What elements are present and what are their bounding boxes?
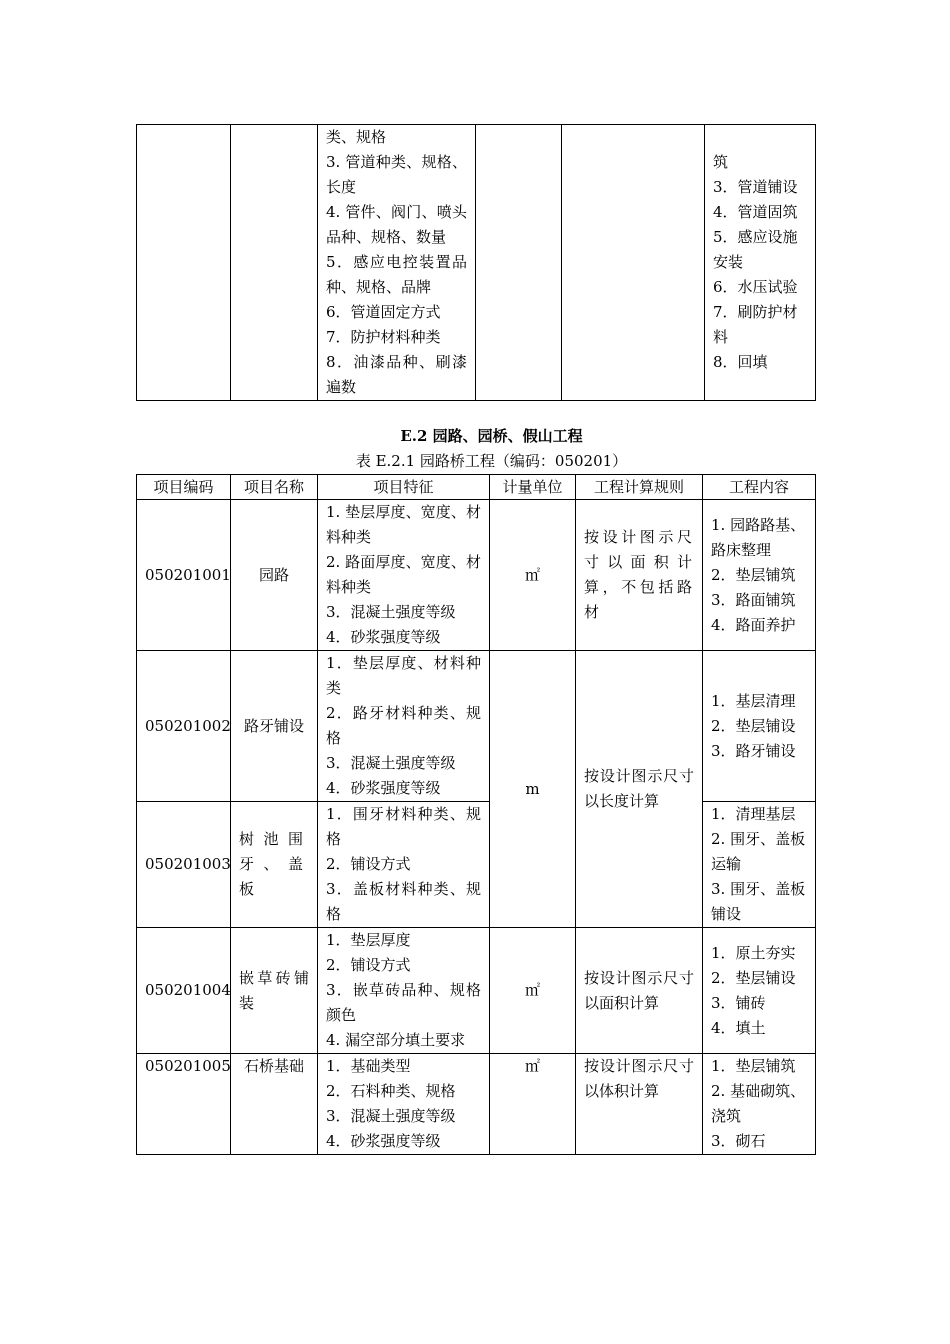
feature-line: 3．混凝土强度等级 (326, 603, 456, 621)
header-row (137, 475, 816, 500)
content-line: 3．管道铺设 (713, 178, 798, 196)
content-line: 1. 园路路基、路床整理 (711, 515, 806, 559)
merged-unit-cell: m (490, 651, 576, 928)
feature-line: 2．铺设方式 (326, 956, 411, 974)
feature-line: 3．嵌草砖品种、规格颜色 (326, 981, 481, 1024)
table-caption: 表 E.2.1 园路桥工程（编码：050201） (355, 452, 628, 470)
name-cell: 路牙铺设 (231, 651, 318, 802)
features-cell (318, 802, 490, 928)
unit-cell (476, 125, 562, 401)
feature-line: 1．围牙材料种类、规格 (326, 805, 481, 848)
name-cell: 嵌草砖铺装 (231, 928, 318, 1054)
rule-cell: 按设计图示尺寸以面积计算 (576, 928, 703, 1054)
content-line: 2．垫层铺设 (711, 968, 796, 987)
code-cell: 050201003 (137, 802, 231, 928)
content-line: 4．路面养护 (711, 615, 796, 634)
unit-cell: ㎡ (490, 500, 576, 651)
code-cell: 050201005 (137, 1054, 231, 1155)
features-cell (318, 651, 490, 802)
continuation-table (136, 124, 816, 401)
features-cell (318, 1054, 490, 1155)
content-line: 2．垫层铺筑 (711, 565, 796, 584)
feature-line: 2．路牙材料种类、规格 (326, 704, 481, 747)
feature-line: 1．基础类型 (326, 1057, 411, 1075)
feature-line: 类、规格 (326, 128, 387, 146)
table-row (137, 125, 816, 401)
content-line: 4．管道固筑 (713, 203, 798, 221)
content-line: 3．路牙铺设 (711, 741, 796, 760)
content-line: 4．填土 (711, 1018, 766, 1037)
features-cell (318, 500, 490, 651)
content-cell (703, 500, 816, 651)
content-line: 1．垫层铺筑 (711, 1057, 796, 1075)
feature-line: 2．石料种类、规格 (326, 1082, 456, 1100)
garden-road-bridge-table (136, 474, 816, 1155)
feature-line: 4．砂浆强度等级 (326, 628, 441, 646)
feature-line: 1．垫层厚度、材料种类 (326, 654, 481, 697)
section-title: E.2 园路、园桥、假山工程 (400, 427, 583, 445)
content-line: 3．路面铺筑 (711, 590, 796, 609)
feature-line: 3．盖板材料种类、规格 (326, 880, 481, 923)
header-code: 项目编码 (137, 475, 231, 500)
table-row (137, 928, 816, 1054)
content-cell (703, 928, 816, 1054)
content-cell (703, 1054, 816, 1155)
feature-line: 3．混凝土强度等级 (326, 1107, 456, 1125)
content-line: 2. 基础砌筑、浇筑 (711, 1082, 806, 1125)
feature-line: 4．砂浆强度等级 (326, 779, 441, 797)
content-cell (703, 651, 816, 802)
feature-line: 2. 路面厚度、宽度、材料种类 (326, 553, 481, 596)
feature-line: 4. 管件、阀门、喷头品种、规格、数量 (326, 203, 467, 246)
content-line: 6．水压试验 (713, 278, 798, 296)
header-rule: 工程计算规则 (576, 475, 703, 500)
content-cell (703, 802, 816, 928)
feature-line: 6．管道固定方式 (326, 303, 441, 321)
code-cell: 050201002 (137, 651, 231, 802)
code-cell: 050201004 (137, 928, 231, 1054)
header-content: 工程内容 (703, 475, 816, 500)
content-line: 1．清理基层 (711, 805, 796, 823)
content-line: 5．感应设施安装 (713, 228, 798, 271)
content-line: 筑 (713, 153, 729, 171)
feature-line: 3. 管道种类、规格、长度 (326, 153, 467, 196)
content-line: 3．铺砖 (711, 993, 766, 1012)
feature-line: 7．防护材料种类 (326, 328, 441, 346)
content-line: 1．原土夯实 (711, 943, 796, 962)
feature-line: 1. 垫层厚度、宽度、材料种类 (326, 503, 481, 546)
content-line: 7．刷防护材料 (713, 303, 798, 346)
content-line: 3. 围牙、盖板铺设 (711, 880, 806, 923)
feature-line: 5．感应电控装置品种、规格、品牌 (326, 253, 467, 296)
table-row (137, 1054, 816, 1155)
feature-line: 1．垫层厚度 (326, 931, 411, 949)
name-cell: 树池围牙、盖板 (231, 802, 318, 928)
content-cell (705, 125, 816, 401)
feature-line: 2．铺设方式 (326, 855, 411, 873)
merged-rule-cell: 按设计图示尺寸以长度计算 (576, 651, 703, 928)
header-name: 项目名称 (231, 475, 318, 500)
content-line: 3．砌石 (711, 1132, 766, 1150)
table-row (137, 651, 816, 802)
header-features: 项目特征 (318, 475, 490, 500)
rule-cell: 按设计图示尺寸以体积计算 (576, 1054, 703, 1155)
features-cell (318, 125, 476, 401)
table-row (137, 802, 816, 928)
feature-line: 4．砂浆强度等级 (326, 1132, 441, 1150)
code-cell (137, 125, 231, 401)
name-cell: 园路 (231, 500, 318, 651)
rule-cell (562, 125, 705, 401)
rule-cell: 按设计图示尺寸以面积计算，不包括路材 (576, 500, 703, 651)
feature-line: 8．油漆品种、刷漆遍数 (326, 353, 467, 396)
code-cell: 050201001 (137, 500, 231, 651)
feature-line: 4. 漏空部分填土要求 (326, 1031, 466, 1049)
feature-line: 3．混凝土强度等级 (326, 754, 456, 772)
content-line: 2. 围牙、盖板运输 (711, 830, 806, 873)
content-line: 1．基层清理 (711, 691, 796, 710)
name-cell: 石桥基础 (231, 1054, 318, 1155)
table-row (137, 500, 816, 651)
features-cell (318, 928, 490, 1054)
unit-cell: ㎡ (490, 928, 576, 1054)
unit-cell: ㎡ (490, 1054, 576, 1155)
name-cell (231, 125, 318, 401)
content-line: 8．回填 (713, 353, 768, 371)
content-line: 2．垫层铺设 (711, 716, 796, 735)
header-unit: 计量单位 (490, 475, 576, 500)
